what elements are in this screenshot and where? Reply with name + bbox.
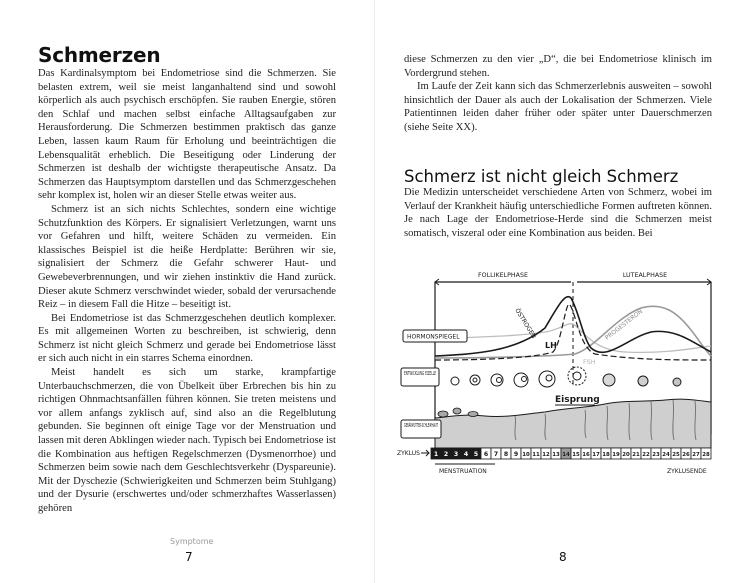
- section-heading: Schmerzen: [38, 43, 161, 67]
- egg-stage-5-core: [546, 375, 552, 381]
- left-body-text: [38, 67, 336, 516]
- egg-stage-3-core: [497, 378, 502, 383]
- endometrium-layer: [435, 399, 711, 448]
- cycle-day-label: 16: [582, 452, 590, 459]
- label-ovulation: Eisprung: [555, 395, 600, 405]
- label-lh: LH: [545, 341, 557, 350]
- egg-stage-4-core: [522, 377, 527, 382]
- label-follicular-phase: FOLLIKELPHASE: [478, 272, 528, 279]
- cycle-day-label: 19: [612, 452, 620, 459]
- cycle-illustration: [395, 268, 715, 490]
- label-hormones: HORMONSPIEGEL: [407, 333, 460, 341]
- corpus-luteum-3: [673, 378, 681, 386]
- paragraph: Im Laufe der Zeit kann sich das Schmerzerlebnis ausweiten – sowohl hinsichtlich der Dauer als auch der Lokalisation der Schmerzen. Viele Patientinnen leiden daher früher oder später unter Dauerschmerzen (siehe Seite XX).: [404, 81, 712, 133]
- right-page: [375, 0, 750, 583]
- egg-stages: [451, 367, 681, 387]
- cycle-day-label: 9: [513, 451, 519, 459]
- cycle-day-label: 15: [572, 452, 580, 459]
- cycle-day-label: 6: [483, 451, 489, 459]
- cycle-day-label: 12: [542, 452, 550, 459]
- right-body-text-top: [404, 53, 712, 135]
- debris: [453, 408, 461, 414]
- label-egg-development: ENTWICKLUNG EIZELLE: [404, 371, 436, 377]
- egg-stage-5: [539, 371, 555, 387]
- right-body-text-bottom: [404, 186, 712, 240]
- cycle-day-label: 2: [443, 451, 449, 459]
- cycle-day-label: 26: [682, 452, 690, 459]
- subsection-heading: Schmerz ist nicht gleich Schmerz: [404, 167, 679, 186]
- cycle-day-label: 25: [672, 452, 680, 459]
- paragraph: diese Schmerzen zu den vier „D“, die bei Endometriose klinisch im Vordergrund stehen.: [404, 54, 712, 79]
- cycle-day-label: 3: [453, 451, 459, 459]
- label-luteal-phase: LUTEALPHASE: [622, 272, 668, 279]
- cycle-day-label: 24: [662, 452, 670, 459]
- cycle-day-label: 1: [433, 451, 439, 459]
- cycle-day-label: 5: [473, 451, 479, 459]
- label-estrogen: ÖSTROGEN: [513, 307, 538, 340]
- label-menstruation: MENSTRUATION: [439, 468, 487, 475]
- debris: [468, 412, 478, 417]
- cycle-day-label: 27: [692, 452, 700, 459]
- cycle-day-label: 28: [702, 452, 710, 459]
- cycle-day-label: 18: [602, 452, 610, 459]
- label-endometrium: [404, 422, 438, 429]
- egg-ovulating-core: [573, 372, 581, 380]
- label-fsh: FSH: [583, 358, 596, 366]
- label-cycle: ZYKLUS: [397, 450, 420, 457]
- paragraph: Meist handelt es sich um starke, krampfartige Unterbauchschmerzen, die von Übelkeit über Erbrechen bis hin zu richtigen Ohnmachtsanfällen führen können. Sie treten meistens und vor allem anfangs zyklisch auf, sind also an die Regelblutung gebunden. Sie beginnen oft einige Tage vor der Menstruation und lassen mit deren Abklingen wieder nach. Typisch bei Endometriose ist die Kombination aus heftigen Regelschmerzen (Dysmenorrhoe) und Schmerzen beim sowie nach dem Geschlechtsverkehr (Dyspareunie). Mit der Dyschezie (Schwierigkeiten und Schmerzen beim Stuhlgang) und der Dysurie (erschwertes und/oder schmerzhaftes Wasserlassen) gehören: [38, 367, 336, 514]
- endometrium-label-box: [401, 420, 441, 438]
- cycle-day-label: 10: [522, 452, 530, 459]
- cycle-day-label: 23: [652, 452, 660, 459]
- cycle-day-label: 20: [622, 452, 630, 459]
- paragraph: Schmerz ist an sich nichts Schlechtes, sondern eine wichtige Schutzfunktion des Körpers. Er signalisiert Verletzungen, warnt uns vor Gefahren und hilft, weitere Schäden zu vermeiden. Ein klassisches Beispiel ist die heiße Herdplatte: Berühren wir sie, signalisiert der Schmerz die Gefahr schwerer Haut- und Gewebeverbrennungen, und wir ziehen instinktiv die Hand zurück. Dieser akute Schmerz verschwindet wieder, sobald der verursachende Reiz – in diesem Fall die Hitze – beseitigt ist.: [38, 203, 336, 311]
- egg-stage-1: [451, 377, 459, 385]
- cycle-day-strip: [431, 448, 711, 459]
- cycle-day-label: 13: [552, 452, 560, 459]
- cycle-day-label: 4: [463, 451, 469, 459]
- paragraph: Das Kardinalsymptom bei Endometriose sind die Schmerzen. Sie belasten extrem, weil sie meist langanhaltend sind und sowohl körperlich als auch psychisch erschöpfen. Sie rauben Energie, stören den Schlaf und machen selbst einfache Alltagsaufgaben zur Herausforderung. Die Schmerzen bestimmen praktisch das ganze Leben, lassen kaum Raum für Erholung und beeinträchtigen die Lebensqualität erheblich. Die Beseitigung oder Linderung der Schmerzen ist deshalb der wichtigste therapeutische Ansatz. Da Schmerzen das Hauptsymptom darstellen und das Schmerzgeschehen sehr komplex ist, holen wir an dieser Stelle etwas weiter aus.: [38, 68, 336, 202]
- paragraph: Die Medizin unterscheidet verschiedene Arten von Schmerz, wobei im Verlauf der Krankheit häufig unterschiedliche Formen auftreten können. Je nach Lage der Endometriose-Herde sind die Schmerzen meist somatisch, viszeral oder eine Kombination aus beiden. Bei: [404, 187, 712, 239]
- cycle-day-label: 14: [562, 452, 570, 459]
- egg-stage-2-core: [473, 378, 477, 382]
- cycle-day-label: 22: [642, 452, 650, 459]
- egg-stage-2: [470, 375, 480, 385]
- cycle-day-label: 8: [503, 451, 509, 459]
- corpus-luteum-2: [638, 376, 648, 386]
- cycle-day-label: 21: [632, 452, 640, 459]
- page-number: 7: [185, 550, 193, 564]
- label-cycle-end: ZYKLUSENDE: [667, 468, 707, 475]
- cycle-arrow: [421, 450, 429, 456]
- cycle-day-label: 7: [493, 451, 499, 459]
- paragraph: Bei Endometriose ist das Schmerzgeschehen deutlich komplexer. Es mit allgemeinen Worten zu beschreiben, ist schwierig, denn Schmerz ist nicht gleich Schmerz und gerade bei Endometriose lässt er sich auch nicht in ein starres Schema einordnen.: [38, 312, 336, 365]
- cycle-day-label: 17: [592, 452, 600, 459]
- label-progesterone: PROGESTERON: [603, 307, 645, 342]
- cycle-day-label: 11: [532, 452, 540, 459]
- running-head: Symptome: [170, 537, 214, 546]
- debris: [438, 411, 448, 417]
- corpus-luteum-1: [603, 374, 615, 386]
- page-number: 8: [559, 550, 567, 564]
- egg-ovulating: [568, 367, 586, 385]
